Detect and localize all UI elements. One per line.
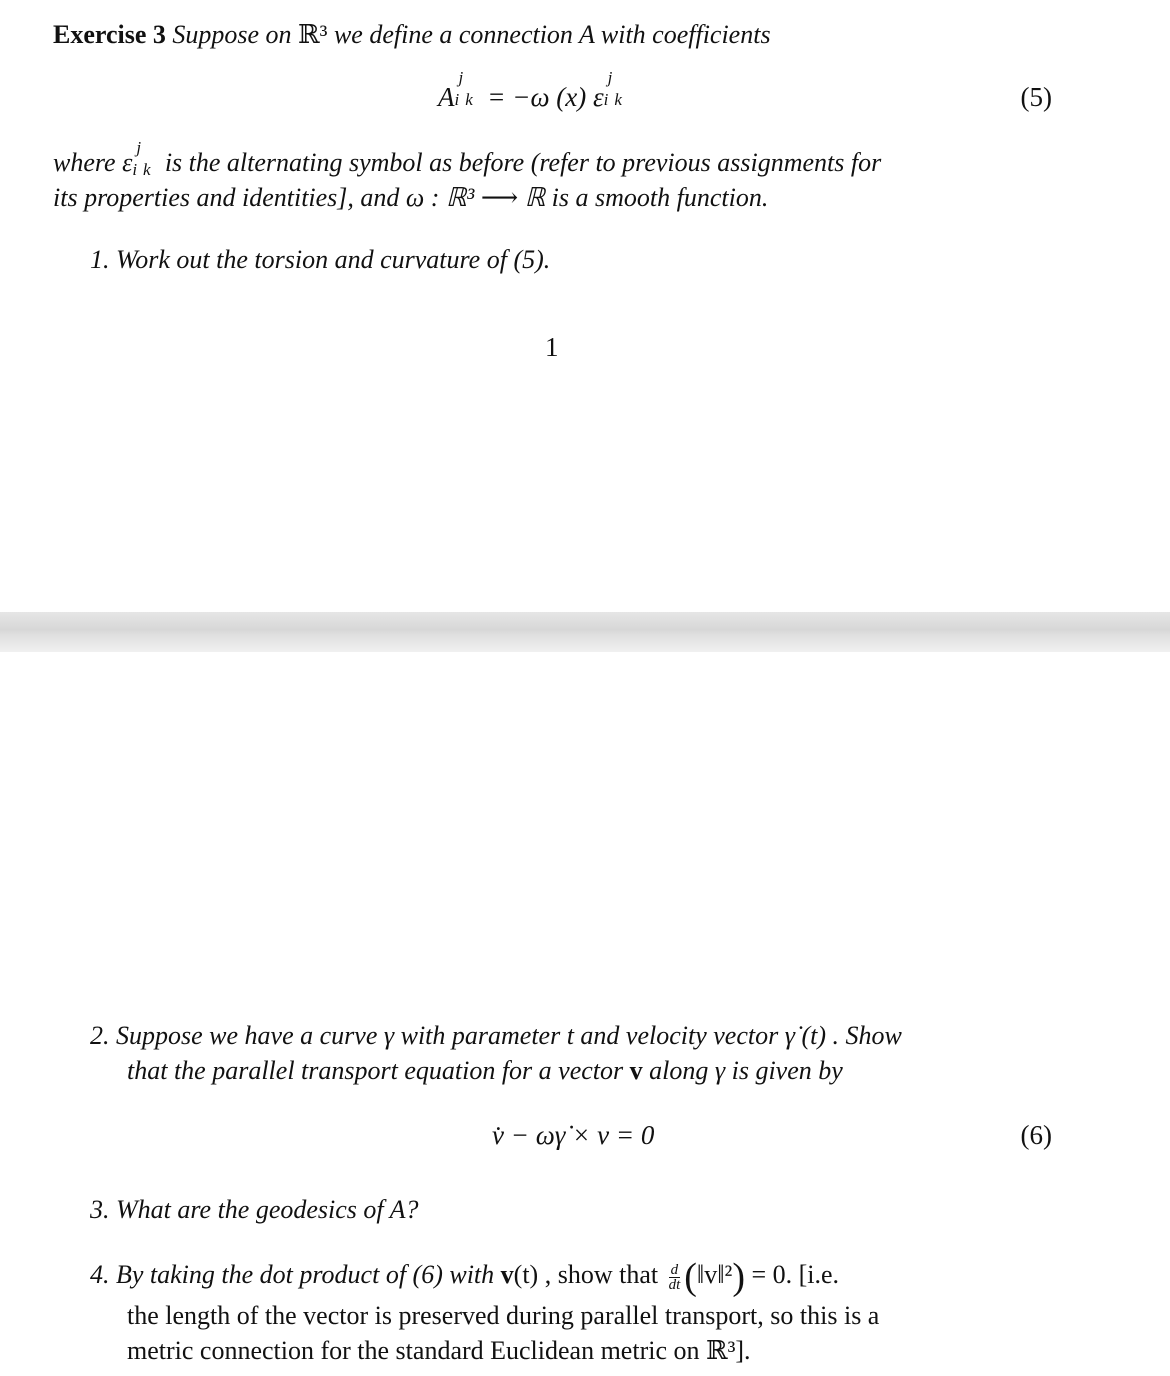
page-break-divider: [0, 612, 1170, 652]
item-2-line-2: [127, 1056, 843, 1086]
epsilon-indices: j ik: [132, 138, 157, 179]
equation-5-rhs-indices: j ik: [603, 68, 628, 109]
item-3: [90, 1195, 419, 1225]
exercise-intro-space: ℝ³: [298, 20, 328, 49]
item-2-number: 2.: [90, 1021, 110, 1050]
equation-5-number: (5): [1020, 82, 1052, 112]
item-1-text: Work out the torsion and curvature of (5).: [116, 245, 551, 274]
item-4-number: 4.: [90, 1260, 110, 1289]
page-1: [0, 0, 1170, 612]
where-line-2: its properties and identities], and ω : ℝ³ ⟶ ℝ is a smooth function.: [53, 183, 769, 212]
item-2-line-2-after: along γ is given by: [649, 1056, 843, 1085]
equation-5-rhs: = −ω (x) ε: [487, 82, 604, 112]
where-line-1: [53, 138, 882, 179]
page-number: 1: [545, 332, 559, 362]
exercise-intro-after: we define a connection A with coefficients: [333, 20, 771, 49]
item-4-vector-v: v: [500, 1260, 514, 1289]
equation-5-lhs: A: [438, 82, 455, 112]
item-4-line-2: the length of the vector is preserved during parallel transport, so this is a: [127, 1301, 880, 1330]
fraction-numerator: d: [669, 1263, 681, 1278]
equation-5-lhs-indices: j ik: [454, 68, 479, 109]
item-3-number: 3.: [90, 1195, 110, 1224]
exercise-intro-before: Suppose on: [172, 20, 292, 49]
item-4-line-1-before: By taking the dot product of (6) with: [116, 1260, 495, 1289]
item-2-line-2-before: that the parallel transport equation for a vector: [127, 1056, 624, 1085]
equation-5: [438, 68, 630, 113]
norm-squared: ‖v‖²: [696, 1260, 733, 1289]
item-4-line-1-mid: (t) , show that: [513, 1260, 659, 1289]
item-2-line-1-text: Suppose we have a curve γ with parameter t and velocity vector γ̇ (t) . Show: [116, 1021, 902, 1050]
where-line-1-before: where ε: [53, 148, 133, 177]
equation-6-number: (6): [1020, 1120, 1052, 1150]
item-4-line-1-after: = 0. [i.e.: [751, 1260, 840, 1289]
item-1: [90, 245, 550, 275]
item-2-vector-v: v: [629, 1056, 643, 1085]
exercise-label: Exercise 3: [53, 20, 166, 49]
item-4-line-3: metric connection for the standard Euclidean metric on ℝ³].: [127, 1336, 751, 1365]
item-2-line-1: [90, 1021, 902, 1051]
exercise-heading-line: [53, 20, 771, 50]
where-line-1-after: is the alternating symbol as before (refer to previous assignments for: [164, 148, 882, 177]
item-3-text: What are the geodesics of A?: [116, 1195, 419, 1224]
fraction-denominator: dt: [668, 1276, 681, 1293]
equation-6: v̇ − ωγ̇ × v = 0: [492, 1120, 655, 1150]
derivative-fraction: [669, 1263, 681, 1292]
page-2: [0, 652, 1170, 1376]
item-1-number: 1.: [90, 245, 110, 274]
item-4-line-1: 4. By taking the dot product of (6) with v(t) , show that $\frac{d}{dt}$ (‖v‖²) = 0. [i.e.: [90, 1256, 840, 1298]
